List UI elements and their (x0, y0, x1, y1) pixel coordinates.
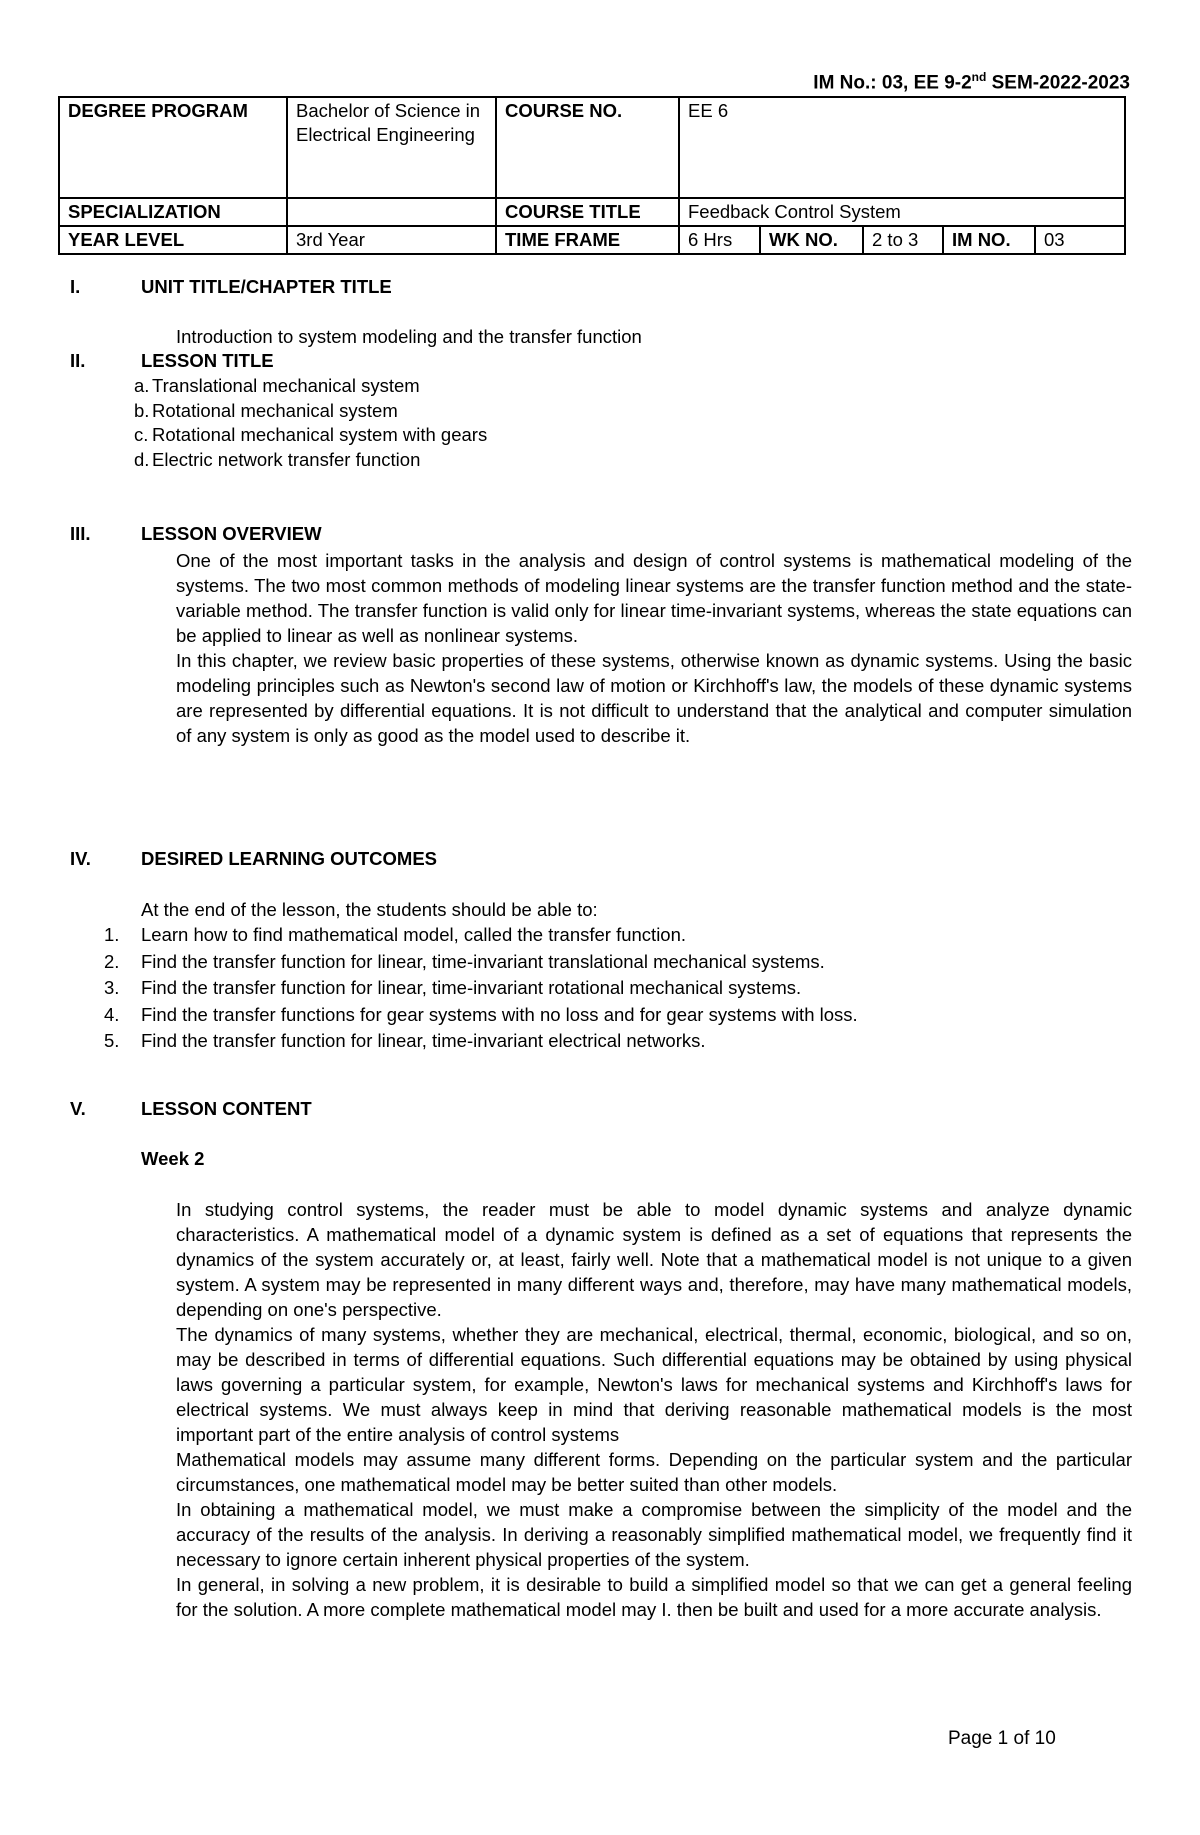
specialization-value (287, 198, 496, 226)
lesson-item-text: Translational mechanical system (152, 375, 420, 396)
wk-no-label: WK NO. (760, 227, 863, 253)
section-1-title: UNIT TITLE/CHAPTER TITLE (141, 276, 392, 297)
lesson-item-mark: a. (134, 375, 150, 396)
section-2-title: LESSON TITLE (141, 350, 274, 371)
im-no-label: IM NO. (943, 227, 1035, 253)
content-paragraph: Mathematical models may assume many different forms. Depending on the particular system and the particular circumstances, one mathematical model may be better suited than other models. (176, 1449, 1132, 1495)
degree-program-value: Bachelor of Science in Electrical Engineering (287, 97, 496, 198)
unit-title-text: Introduction to system modeling and the transfer function (176, 326, 642, 347)
outcome-item-mark: 5. (104, 1030, 120, 1051)
lesson-overview-body (176, 548, 1132, 748)
lesson-item-mark: c. (134, 424, 149, 445)
section-3-numeral: III. (70, 523, 91, 544)
outcome-item-text: Find the transfer function for linear, time-invariant rotational mechanical systems. (141, 977, 802, 998)
course-info-table (58, 96, 1126, 255)
course-title-label: COURSE TITLE (496, 198, 679, 226)
week-heading: Week 2 (141, 1148, 205, 1169)
course-no-value: EE 6 (679, 97, 1125, 198)
year-level-label: YEAR LEVEL (59, 226, 287, 254)
outcome-item-text: Find the transfer function for linear, time-invariant electrical networks. (141, 1030, 706, 1051)
degree-program-label: DEGREE PROGRAM (59, 97, 287, 198)
time-frame-group (679, 226, 1125, 254)
time-frame-label: TIME FRAME (496, 226, 679, 254)
specialization-label: SPECIALIZATION (59, 198, 287, 226)
course-no-label: COURSE NO. (496, 97, 679, 198)
course-title-value: Feedback Control System (679, 198, 1125, 226)
section-4-numeral: IV. (70, 848, 91, 869)
content-paragraph: In studying control systems, the reader must be able to model dynamic systems and analyze dynamic characteristics. A mathematical model of a dynamic system is defined as a set of equations that represents the dynamics of the system accurately or, at least, fairly well. Note that a mathematical model is not unique to a given system. A system may be represented in many different ways and, therefore, may have many mathematical models, depending on one's perspective. (176, 1199, 1132, 1320)
outcome-item-text: Learn how to find mathematical model, called the transfer function. (141, 924, 687, 945)
content-paragraph: In general, in solving a new problem, it is desirable to build a simplified model so that we can get a general feeling for the solution. A more complete mathematical model may I. then be built and used for a more accurate analysis. (176, 1574, 1132, 1620)
outcome-item-text: Find the transfer function for linear, time-invariant translational mechanical systems. (141, 951, 825, 972)
section-2-numeral: II. (70, 350, 86, 371)
lesson-content-body (176, 1197, 1132, 1622)
outcome-item-mark: 3. (104, 977, 120, 998)
section-3-title: LESSON OVERVIEW (141, 523, 322, 544)
content-paragraph: The dynamics of many systems, whether they are mechanical, electrical, thermal, economic, biological, and so on, may be described in terms of differential equations. Such differential equations may be obtained by using physical laws governing a particular system, for example, Newton's laws for mechanical systems and Kirchhoff's laws for electrical systems. We must always keep in mind that deriving reasonable mathematical models is the most important part of the entire analysis of control systems (176, 1324, 1132, 1445)
wk-no-value: 2 to 3 (863, 227, 943, 253)
lesson-item-text: Rotational mechanical system with gears (152, 424, 488, 445)
lesson-item-mark: d. (134, 449, 150, 470)
page-number: Page 1 of 10 (948, 1728, 1056, 1749)
outcome-item-text: Find the transfer functions for gear systems with no loss and for gear systems with loss. (141, 1004, 858, 1025)
section-5-numeral: V. (70, 1098, 86, 1119)
outcome-item-mark: 4. (104, 1004, 120, 1025)
year-level-value: 3rd Year (287, 226, 496, 254)
content-paragraph: In obtaining a mathematical model, we must make a compromise between the simplicity of the model and the accuracy of the results of the analysis. In deriving a reasonably simplified mathematical model, we frequently find it necessary to ignore certain inherent physical properties of the system. (176, 1499, 1132, 1570)
section-5-title: LESSON CONTENT (141, 1098, 312, 1119)
im-number-header: IM No.: 03, EE 9-2nd SEM-2022-2023 (813, 70, 1130, 94)
lesson-item-text: Electric network transfer function (152, 449, 421, 470)
outcome-item-mark: 2. (104, 951, 120, 972)
overview-paragraph: One of the most important tasks in the analysis and design of control systems is mathematical modeling of the systems. The two most common methods of modeling linear systems are the transfer function method and the state-variable method. The transfer function is valid only for linear time-invariant systems, whereas the state equations can be applied to linear as well as nonlinear systems. (176, 550, 1132, 646)
section-4-title: DESIRED LEARNING OUTCOMES (141, 848, 438, 869)
im-no-value: 03 (1035, 227, 1124, 253)
outcomes-intro: At the end of the lesson, the students should be able to: (141, 899, 598, 920)
outcome-item-mark: 1. (104, 924, 120, 945)
time-frame-value: 6 Hrs (688, 229, 733, 250)
lesson-item-text: Rotational mechanical system (152, 400, 398, 421)
section-1-numeral: I. (70, 276, 81, 297)
lesson-item-mark: b. (134, 400, 150, 421)
overview-paragraph: In this chapter, we review basic properties of these systems, otherwise known as dynamic systems. Using the basic modeling principles such as Newton's second law of motion or Kirchhoff's law, the models of these dynamic systems are represented by differential equations. It is not difficult to understand that the analytical and computer simulation of any system is only as good as the model used to describe it. (176, 650, 1132, 746)
